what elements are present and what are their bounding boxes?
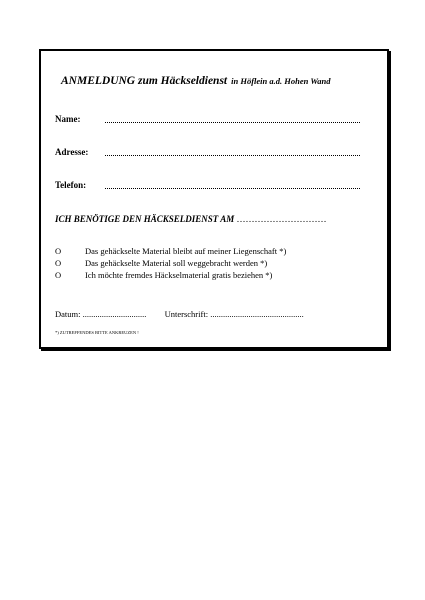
signature-label: Unterschrift:: [164, 309, 209, 319]
name-field[interactable]: [105, 122, 360, 123]
form-title-main: ANMELDUNG zum Häckseldienst: [61, 75, 228, 87]
signature-field[interactable]: ............................................: [210, 309, 304, 319]
option-label: Ich möchte fremdes Häckselmaterial gratis beziehen *): [85, 270, 273, 280]
form-title: [61, 71, 330, 89]
date-field[interactable]: ..............................: [82, 309, 147, 319]
option-keep-material: [55, 246, 286, 256]
service-date-label: ICH BENÖTIGE DEN HÄCKSELDIENST AM: [55, 214, 235, 224]
address-field[interactable]: [105, 155, 360, 156]
option-receive-material: [55, 270, 272, 280]
option-remove-material: [55, 258, 267, 268]
phone-label: Telefon:: [55, 180, 87, 190]
address-label: Adresse:: [55, 147, 89, 157]
option-checkbox[interactable]: O: [55, 246, 62, 256]
date-label: Datum:: [55, 309, 81, 319]
option-checkbox[interactable]: O: [55, 270, 62, 280]
service-date-field[interactable]: …………………………: [236, 214, 327, 224]
option-label: Das gehäckselte Material soll weggebracht werden *): [85, 258, 268, 268]
signature-row: [55, 309, 304, 319]
option-label: Das gehäckselte Material bleibt auf meiner Liegenschaft *): [85, 246, 287, 256]
option-checkbox[interactable]: O: [55, 258, 62, 268]
name-label: Name:: [55, 114, 81, 124]
footnote: *) ZUTREFFENDES BITTE ANKREUZEN !: [55, 330, 139, 335]
phone-field[interactable]: [105, 188, 360, 189]
registration-form: [39, 49, 389, 349]
form-title-location: in Höflein a.d. Hohen Wand: [231, 76, 331, 86]
service-date-row: [55, 214, 326, 224]
